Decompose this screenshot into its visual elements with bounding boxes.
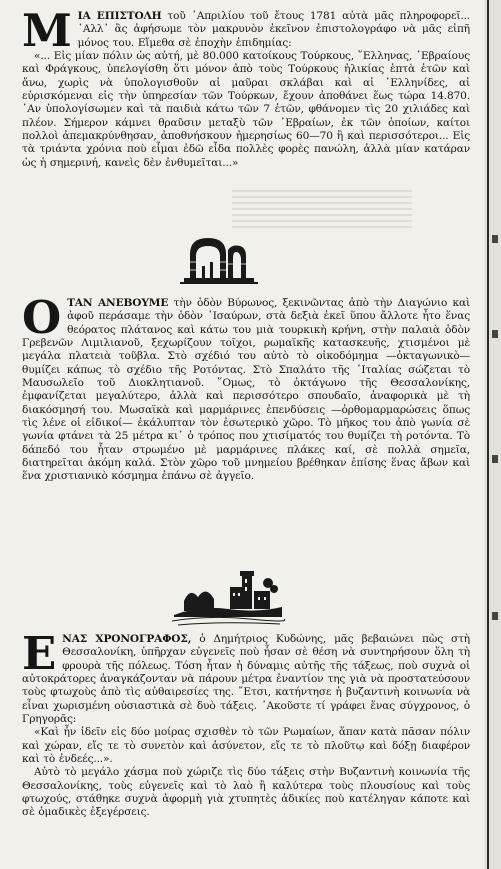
- edge-mark: [492, 235, 498, 243]
- column-rule: [487, 0, 489, 869]
- section-lead: ΤΑΝ ΑΝΕΒΟΥΜΕ: [67, 297, 169, 309]
- drop-cap: Ε: [22, 627, 57, 680]
- quoted-chronicle: «Καὶ ἦν ἰδεῖν εἰς δύο μοίρας σχισθὲν τὸ τῶν Ρωμαίων, ἅπαν κατὰ πᾶσαν πόλιν καὶ χώραν, εἴς τε τὸ συνετὸν καὶ ἀσύνετον, εἴς τε τὸ πλοῦτῳ καὶ δόξῃ διαφέρον καὶ τὸ ἐνδεές...».: [22, 726, 470, 766]
- article-section-letter: [22, 4, 470, 170]
- edge-mark: [492, 612, 498, 620]
- section-body: τοῦ ᾽Απριλίου τοῦ ἔτους 1781 αὐτὰ μᾶς πληροφορεῖ... ᾽Αλλ᾽ ἂς ἀφήσωμε τὸν μακρυνὸν ἐκεῖνον ἐπιστολογράφο νὰ μᾶς εἰπῆ μόνος του. Εἴμεθα σὲ ἐποχὴν ἐπιδημίας:: [77, 10, 470, 49]
- section-paragraph: [22, 291, 470, 484]
- section-lead: ΙΑ ΕΠΙΣΤΟΛΗ: [77, 10, 162, 22]
- bleed-through: [232, 188, 412, 228]
- article-section-chronicler: [22, 627, 470, 820]
- section-paragraph: [22, 627, 470, 726]
- drop-cap: Ο: [22, 291, 62, 344]
- roman-arch-icon: [180, 232, 258, 288]
- section-lead: ΝΑΣ ΧΡΟΝΟΓΡΑΦΟΣ,: [62, 633, 192, 645]
- adjacent-column-edge: [484, 0, 501, 869]
- city-walls-icon: [170, 557, 285, 627]
- section-body: τὴν ὁδὸν Βύρωνος, ξεκινῶντας ἀπὸ τὴν Διαγώνιο καὶ ἀφοῦ περάσαμε τὴν ὁδὸν ᾽Ισαύρων, στὰ δεξιὰ ἐκεῖ ὕπου ἄλλοτε ἦτο ἕνας θεόρατος πλάτανος καὶ κάτω του μιὰ τουρκικὴ κρήνη, στὴν παλαιὰ ὁδὸν Γρεβενῶν Λιμιλιανοῦ, ξεχωρίζουν τοῖχοι, ρωμαϊκῆς κατασκευῆς, χτισμένοι μὲ μεγάλα πλατειὰ τοῦβλα. Στὸ σχέδιό του αὐτὸ τὸ οἰκοδόμημα —ὀκταγωνικὸ— θυμίζει κάπως τὸ σχέδιο τῆς Ροτόντας. Στὸ Σπαλάτο τῆς ᾽Ιταλίας σώζεται τὸ Μαυσωλεῖο τοῦ Διοκλητιανοῦ. ῞Ομως, τὸ ὀκτάγωνο τῆς Θεσσαλονίκης, ἐμφανίζεται μεγαλύτερο, ἀλλὰ καὶ περισσότερο σπουδαῖο, ἀναφορικὰ μὲ τὴ διακόσμησή του. Μωσαϊκὰ καὶ μαρμάρινες ἐπενδύσεις —ὀρθομαρμαρώσεις ὅπως τὶς λένε οἱ εἰδικοί— ἐκάλυπταν τὸν ἐσωτερικὸ χῶρο. Τὸ μῆκος του ἀπὸ γωνία σὲ γωνία φτάνει τὰ 25 μέτρα κι᾽ ὁ τρόπος που χτισίματός του θυμίζει τὴ ροτόντα. Τὸ δάπεδό του ἦταν στρωμένο μὲ μαρμάρινες πλάκες καί, σὲ πολλὰ σημεῖα, διατηρεῖται ἀκόμη καλά. Στὸν χῶρο τοῦ μνημείου βρέθηκαν ἐπίσης ἕνας ἄβων καὶ ἕνα χριστιανικὸ κόσμημα ἐπάνω σὲ ἀγγεῖο.: [22, 297, 470, 483]
- edge-mark: [492, 455, 498, 463]
- edge-mark: [492, 330, 498, 338]
- closing-paragraph: Αὐτὸ τὸ μεγάλο χάσμα ποὺ χώριζε τὶς δύο τάξεις στὴν Βυζαντινὴ κοινωνία τῆς Θεσσαλονίκης, τοὺς εὐγενεῖς καὶ τὸ λαὸ ἢ καλύτερα τοὺς πλουσίους καὶ τοὺς φτωχούς, στάθηκε συχνὰ ἀφορμὴ γιὰ χτυπητὲς ἀδικίες ποὺ κατέληγαν κάποτε καὶ σὲ ὁμαδικὲς ἐξεγέρσεις.: [22, 766, 470, 819]
- article-section-octagon: [22, 291, 470, 484]
- drop-cap: Μ: [22, 4, 72, 57]
- section-paragraph: [22, 4, 470, 57]
- section-body: ὁ Δημήτριος Κυδώνης, μᾶς βεβαιώνει πὼς στὴ Θεσσαλονίκη, ὑπῆρχαν εὐγενεῖς ποὺ ἦσαν σὲ θέση νὰ συντηρήσουν ὅλη τὴ φρουρὰ τῆς πόλεως. Τόση ἦταν ἡ δύναμις αὐτῆς τῆς τάξεως, ποὺ συχνὰ οἱ αὐτοκράτορες ἀναγκάζονταν νὰ πάρουν μέτρα ἐναντίον της γιὰ νὰ προστατεύσουν τοὺς φτωχοὺς ἀπὸ τὶς αὐθαιρεσίες της. ῎Ετσι, κατήντησε ἡ βυζαντινὴ κοινωνία νὰ εἶναι χωρισμένη οὐσιαστικὰ σὲ δυὸ τάξεις. ᾽Ακοῦστε τί γράφει ἕνας σύγχρονος, ὁ Γρηγορᾶς:: [22, 633, 470, 726]
- quoted-letter: «... Εἰς μίαν πόλιν ὡς αὐτή, μὲ 80.000 κατοίκους Τούρκους, ῞Ελληνας, ᾽Εβραίους καὶ Φράγκους, ὑπελογίσθη ὅτι μόνον ἀπὸ τοὺς Τούρκους ἡλικίας ἑπτὰ ἐτῶν καὶ ἄνω, χωρὶς νὰ ὑπολογισθοῦν αἱ μαῦραι σκλάβαι καὶ αἱ ῾Ελληνίδες, αἱ εὑρισκόμεναι εἰς τὴν ὑπηρεσίαν τῶν Τούρκων, ἔχουν ἀποθάνει ἕως τώρα 14.870. ᾽Αν ὑπολογίσωμεν καὶ τὰ παιδιὰ κάτω τῶν 7 ἐτῶν, φθάνομεν τὶς 20 χιλιάδες καὶ πλέον. Σήμερον κάμνει θραῦσιν μεταξὺ τῶν ᾽Εβραίων, ἐκ τῶν ὁποίων, καίτοι πολλοὶ ἀπεμακρύνθησαν, ἀποθνήσκουν ἡμερησίως 60—70 ἢ καὶ περισσότεροι... Εἰς τὰ τριάντα χρόνια ποὺ εἶμαι ἐδῶ εἶδα πολλὲς φορὲς πανώλη, ἀλλὰ μίαν κατάραν ὡς ἡ σημερινή, κανεὶς δὲν ἐνθυμεῖται...»: [22, 50, 470, 169]
